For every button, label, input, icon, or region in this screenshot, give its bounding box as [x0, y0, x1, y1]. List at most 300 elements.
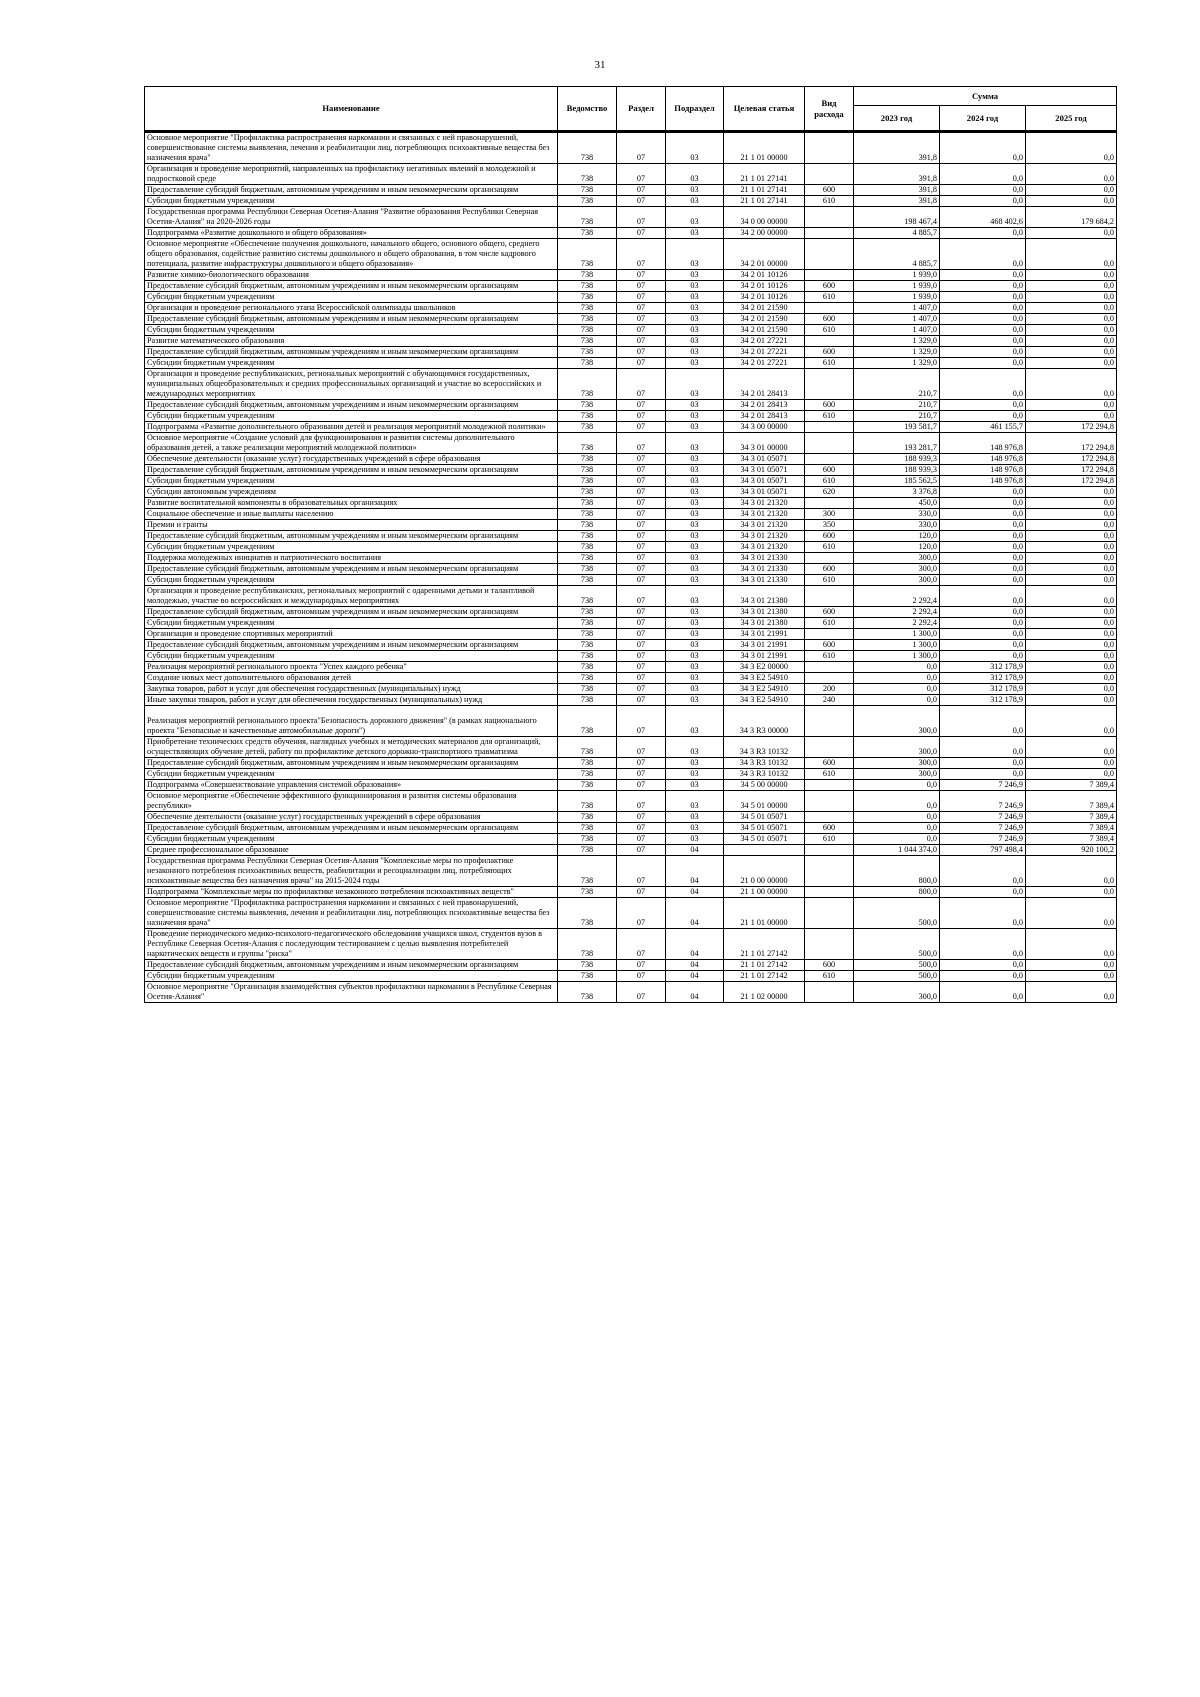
row-sum-2024: 0,0: [940, 586, 1026, 607]
row-sum-2024: 0,0: [940, 185, 1026, 196]
table-row: [145, 358, 1117, 369]
page-number: 31: [594, 59, 606, 71]
row-target-item: 34 3 01 21330: [724, 553, 805, 564]
table-row: [145, 640, 1117, 651]
row-sum-2025: 172 294,8: [1026, 465, 1117, 476]
row-section: 07: [617, 270, 666, 281]
row-sum-2025: 0,0: [1026, 695, 1117, 706]
row-subsection: 03: [666, 358, 724, 369]
row-sum-2024: 0,0: [940, 228, 1026, 239]
row-expense-type: 600: [805, 564, 854, 575]
row-department: 738: [558, 823, 617, 834]
row-name: Основное мероприятие "Профилактика распространения наркомании и связанных с ней правонарушений, совершенствование системы выявления, лечения и реабилитации лиц, потребляющих психоактивные вещества без назначения врача": [145, 898, 558, 929]
row-subsection: 03: [666, 769, 724, 780]
row-section: 07: [617, 281, 666, 292]
row-name: Государственная программа Республики Северная Осетия-Алания "Комплексные меры по профилактике незаконного потребления психоактивных веществ, реабилитации и ресоциализации лиц, потребляющих психоактивные вещества без назначения врача" на 2015-2024 годы: [145, 856, 558, 887]
row-sum-2023: 391,8: [854, 132, 940, 164]
row-name: Предоставление субсидий бюджетным, автономным учреждениям и иным некоммерческим организациям: [145, 607, 558, 618]
table-row: [145, 542, 1117, 553]
row-subsection: 03: [666, 270, 724, 281]
row-target-item: 21 1 01 27141: [724, 196, 805, 207]
row-name: Приобретение технических средств обучения, наглядных учебных и методических материалов для организаций, осуществляющих обучение детей, работу по профилактике детского дорожно-транспортного травматизма: [145, 737, 558, 758]
row-expense-type: [805, 982, 854, 1003]
row-name: Предоставление субсидий бюджетным, автономным учреждениям и иным некоммерческим организациям: [145, 400, 558, 411]
row-name: Субсидии бюджетным учреждениям: [145, 196, 558, 207]
row-sum-2024: 0,0: [940, 369, 1026, 400]
table-row: [145, 607, 1117, 618]
row-sum-2024: 0,0: [940, 531, 1026, 542]
row-name: Организация и проведение спортивных мероприятий: [145, 629, 558, 640]
row-department: 738: [558, 228, 617, 239]
row-target-item: 21 0 00 00000: [724, 856, 805, 887]
row-section: 07: [617, 411, 666, 422]
row-department: 738: [558, 270, 617, 281]
row-name: Подпрограмма «Развитие дополнительного образования детей и реализация мероприятий молодежной политики»: [145, 422, 558, 433]
row-department: 738: [558, 640, 617, 651]
row-department: 738: [558, 487, 617, 498]
row-subsection: 03: [666, 281, 724, 292]
row-sum-2024: 0,0: [940, 629, 1026, 640]
row-sum-2024: 0,0: [940, 314, 1026, 325]
row-target-item: 34 3 R3 10132: [724, 769, 805, 780]
row-sum-2025: 0,0: [1026, 369, 1117, 400]
header-target-item: Целевая статья: [724, 87, 805, 132]
table-row: [145, 575, 1117, 586]
row-sum-2023: 330,0: [854, 509, 940, 520]
row-sum-2023: 1 939,0: [854, 281, 940, 292]
row-section: 07: [617, 706, 666, 737]
row-section: 07: [617, 542, 666, 553]
row-sum-2024: 148 976,8: [940, 465, 1026, 476]
row-expense-type: 600: [805, 640, 854, 651]
row-expense-type: [805, 369, 854, 400]
row-sum-2023: 0,0: [854, 684, 940, 695]
row-department: 738: [558, 132, 617, 164]
row-sum-2023: 210,7: [854, 369, 940, 400]
row-sum-2025: 0,0: [1026, 347, 1117, 358]
row-expense-type: [805, 812, 854, 823]
row-expense-type: [805, 662, 854, 673]
row-sum-2023: 1 300,0: [854, 640, 940, 651]
row-subsection: 03: [666, 520, 724, 531]
row-section: 07: [617, 662, 666, 673]
row-sum-2025: 172 294,8: [1026, 422, 1117, 433]
row-subsection: 03: [666, 618, 724, 629]
row-sum-2023: 0,0: [854, 791, 940, 812]
row-department: 738: [558, 845, 617, 856]
row-sum-2025: 0,0: [1026, 982, 1117, 1003]
row-sum-2023: 0,0: [854, 673, 940, 684]
row-target-item: 34 2 01 28413: [724, 369, 805, 400]
table-row: [145, 929, 1117, 960]
row-expense-type: [805, 303, 854, 314]
row-sum-2024: 0,0: [940, 325, 1026, 336]
row-target-item: 34 3 R3 10132: [724, 737, 805, 758]
row-subsection: 04: [666, 856, 724, 887]
row-department: 738: [558, 303, 617, 314]
row-department: 738: [558, 207, 617, 228]
row-sum-2025: 0,0: [1026, 673, 1117, 684]
row-expense-type: [805, 207, 854, 228]
row-expense-type: 610: [805, 618, 854, 629]
row-subsection: 03: [666, 651, 724, 662]
row-sum-2024: 312 178,9: [940, 662, 1026, 673]
row-target-item: 34 3 01 21320: [724, 520, 805, 531]
row-department: 738: [558, 758, 617, 769]
row-department: 738: [558, 618, 617, 629]
row-expense-type: [805, 887, 854, 898]
row-target-item: 34 5 00 00000: [724, 780, 805, 791]
row-target-item: 34 2 01 28413: [724, 400, 805, 411]
row-sum-2024: 461 155,7: [940, 422, 1026, 433]
row-subsection: 03: [666, 239, 724, 270]
row-target-item: 34 3 01 21380: [724, 618, 805, 629]
row-section: 07: [617, 971, 666, 982]
row-target-item: 34 2 01 21590: [724, 325, 805, 336]
row-name: Субсидии бюджетным учреждениям: [145, 618, 558, 629]
row-sum-2024: 0,0: [940, 303, 1026, 314]
row-name: Предоставление субсидий бюджетным, автономным учреждениям и иным некоммерческим организациям: [145, 314, 558, 325]
row-subsection: 03: [666, 695, 724, 706]
row-name: Подпрограмма «Совершенствование управления системой образования»: [145, 780, 558, 791]
row-target-item: 34 2 01 27221: [724, 358, 805, 369]
row-section: 07: [617, 207, 666, 228]
row-target-item: 21 1 01 27141: [724, 185, 805, 196]
row-sum-2025: 0,0: [1026, 575, 1117, 586]
row-name: Предоставление субсидий бюджетным, автономным учреждениям и иным некоммерческим организациям: [145, 564, 558, 575]
row-section: 07: [617, 487, 666, 498]
row-expense-type: [805, 586, 854, 607]
row-sum-2025: 0,0: [1026, 586, 1117, 607]
row-target-item: 34 5 01 00000: [724, 791, 805, 812]
row-department: 738: [558, 684, 617, 695]
row-target-item: 34 5 01 05071: [724, 834, 805, 845]
row-section: 07: [617, 303, 666, 314]
row-name: Иные закупки товаров, работ и услуг для обеспечения государственных (муниципальных) нужд: [145, 695, 558, 706]
row-expense-type: 610: [805, 325, 854, 336]
row-sum-2023: 300,0: [854, 564, 940, 575]
row-subsection: 03: [666, 607, 724, 618]
row-sum-2024: 312 178,9: [940, 695, 1026, 706]
row-sum-2023: 300,0: [854, 769, 940, 780]
row-expense-type: [805, 856, 854, 887]
row-section: 07: [617, 476, 666, 487]
row-sum-2025: 0,0: [1026, 303, 1117, 314]
row-subsection: 03: [666, 185, 724, 196]
row-target-item: 34 3 E2 54910: [724, 695, 805, 706]
row-name: Субсидии бюджетным учреждениям: [145, 651, 558, 662]
row-sum-2024: 468 402,6: [940, 207, 1026, 228]
row-sum-2025: 0,0: [1026, 281, 1117, 292]
header-year-2023: 2023 год: [854, 106, 940, 132]
row-sum-2024: 0,0: [940, 520, 1026, 531]
row-name: Обеспечение деятельности (оказание услуг) государственных учреждений в сфере образования: [145, 454, 558, 465]
row-section: 07: [617, 845, 666, 856]
row-sum-2024: 0,0: [940, 487, 1026, 498]
row-department: 738: [558, 358, 617, 369]
row-section: 07: [617, 422, 666, 433]
row-section: 07: [617, 564, 666, 575]
table-row: [145, 856, 1117, 887]
row-department: 738: [558, 196, 617, 207]
row-target-item: 34 2 01 10126: [724, 281, 805, 292]
row-sum-2023: 1 407,0: [854, 303, 940, 314]
row-sum-2023: 198 467,4: [854, 207, 940, 228]
row-sum-2025: 0,0: [1026, 651, 1117, 662]
table-row: [145, 196, 1117, 207]
row-sum-2023: 193 581,7: [854, 422, 940, 433]
row-expense-type: 600: [805, 531, 854, 542]
row-section: 07: [617, 553, 666, 564]
row-subsection: 03: [666, 476, 724, 487]
row-sum-2024: 7 246,9: [940, 780, 1026, 791]
table-row: [145, 487, 1117, 498]
row-department: 738: [558, 400, 617, 411]
row-section: 07: [617, 400, 666, 411]
row-sum-2024: 148 976,8: [940, 454, 1026, 465]
row-sum-2023: 330,0: [854, 520, 940, 531]
table-row: [145, 845, 1117, 856]
row-name: Социальное обеспечение и иные выплаты населению: [145, 509, 558, 520]
row-sum-2024: 312 178,9: [940, 684, 1026, 695]
row-sum-2023: 188 939,3: [854, 465, 940, 476]
row-name: Основное мероприятие «Обеспечение эффективного функционирования и развития системы образования республики»: [145, 791, 558, 812]
row-sum-2024: 0,0: [940, 358, 1026, 369]
row-department: 738: [558, 629, 617, 640]
row-sum-2025: 0,0: [1026, 607, 1117, 618]
row-sum-2024: 7 246,9: [940, 791, 1026, 812]
row-section: 07: [617, 531, 666, 542]
row-department: 738: [558, 960, 617, 971]
row-subsection: 03: [666, 531, 724, 542]
row-department: 738: [558, 769, 617, 780]
row-sum-2024: 0,0: [940, 270, 1026, 281]
row-sum-2024: 312 178,9: [940, 673, 1026, 684]
row-expense-type: [805, 336, 854, 347]
row-sum-2024: 7 246,9: [940, 834, 1026, 845]
row-sum-2023: 391,8: [854, 164, 940, 185]
row-name: Субсидии бюджетным учреждениям: [145, 769, 558, 780]
row-name: Развитие математического образования: [145, 336, 558, 347]
row-target-item: 34 2 01 28413: [724, 411, 805, 422]
table-row: [145, 812, 1117, 823]
row-name: Субсидии бюджетным учреждениям: [145, 411, 558, 422]
row-sum-2023: 1 300,0: [854, 629, 940, 640]
row-subsection: 03: [666, 347, 724, 358]
table-row: [145, 662, 1117, 673]
row-expense-type: [805, 791, 854, 812]
row-sum-2024: 7 246,9: [940, 823, 1026, 834]
row-sum-2024: 0,0: [940, 239, 1026, 270]
row-expense-type: 610: [805, 411, 854, 422]
table-row: [145, 960, 1117, 971]
row-sum-2025: 7 389,4: [1026, 812, 1117, 823]
row-sum-2024: 0,0: [940, 856, 1026, 887]
table-row: [145, 564, 1117, 575]
row-target-item: 34 0 00 00000: [724, 207, 805, 228]
table-row: [145, 303, 1117, 314]
row-name: Реализация мероприятий регионального проекта"Безопасность дорожного движения" (в рамках национального проекта "Безопасные и качественные автомобильные дороги"): [145, 706, 558, 737]
row-sum-2023: 1 407,0: [854, 314, 940, 325]
row-sum-2023: 4 885,7: [854, 239, 940, 270]
row-section: 07: [617, 509, 666, 520]
row-department: 738: [558, 651, 617, 662]
row-expense-type: 200: [805, 684, 854, 695]
row-section: 07: [617, 898, 666, 929]
row-target-item: 34 3 01 21330: [724, 575, 805, 586]
row-subsection: 03: [666, 207, 724, 228]
row-sum-2024: 0,0: [940, 498, 1026, 509]
row-expense-type: 620: [805, 487, 854, 498]
row-expense-type: 610: [805, 542, 854, 553]
row-target-item: 21 1 01 27141: [724, 164, 805, 185]
row-section: 07: [617, 618, 666, 629]
row-department: 738: [558, 542, 617, 553]
row-target-item: 21 1 01 00000: [724, 132, 805, 164]
row-expense-type: [805, 898, 854, 929]
row-section: 07: [617, 769, 666, 780]
row-sum-2024: 0,0: [940, 607, 1026, 618]
row-section: 07: [617, 758, 666, 769]
row-name: Обеспечение деятельности (оказание услуг) государственных учреждений в сфере образования: [145, 812, 558, 823]
table-row: [145, 498, 1117, 509]
row-sum-2025: 0,0: [1026, 769, 1117, 780]
row-sum-2025: 0,0: [1026, 640, 1117, 651]
row-department: 738: [558, 292, 617, 303]
row-name: Субсидии бюджетным учреждениям: [145, 971, 558, 982]
row-name: Реализация мероприятий регионального проекта "Успех каждого ребенка": [145, 662, 558, 673]
row-department: 738: [558, 185, 617, 196]
row-sum-2024: 148 976,8: [940, 476, 1026, 487]
table-row: [145, 695, 1117, 706]
row-sum-2025: 0,0: [1026, 185, 1117, 196]
row-department: 738: [558, 422, 617, 433]
row-target-item: 21 1 01 00000: [724, 898, 805, 929]
row-sum-2023: 300,0: [854, 737, 940, 758]
row-sum-2025: 0,0: [1026, 662, 1117, 673]
row-sum-2023: 1 300,0: [854, 651, 940, 662]
row-name: Предоставление субсидий бюджетным, автономным учреждениям и иным некоммерческим организациям: [145, 640, 558, 651]
row-subsection: 03: [666, 487, 724, 498]
row-sum-2025: 7 389,4: [1026, 791, 1117, 812]
row-section: 07: [617, 673, 666, 684]
row-name: Основное мероприятие "Организация взаимодействия субъектов профилактики наркомании в Республике Северная Осетия-Алания": [145, 982, 558, 1003]
row-expense-type: 610: [805, 971, 854, 982]
row-subsection: 03: [666, 684, 724, 695]
row-subsection: 04: [666, 971, 724, 982]
table-row: [145, 239, 1117, 270]
row-subsection: 03: [666, 629, 724, 640]
table-row: [145, 270, 1117, 281]
row-department: 738: [558, 433, 617, 454]
row-sum-2023: 1 329,0: [854, 358, 940, 369]
row-sum-2025: 0,0: [1026, 336, 1117, 347]
row-expense-type: 600: [805, 758, 854, 769]
row-subsection: 03: [666, 303, 724, 314]
row-section: 07: [617, 433, 666, 454]
row-sum-2025: 0,0: [1026, 553, 1117, 564]
row-sum-2025: 172 294,8: [1026, 476, 1117, 487]
row-department: 738: [558, 982, 617, 1003]
header-sum: Сумма: [854, 87, 1117, 106]
row-department: 738: [558, 834, 617, 845]
row-section: 07: [617, 737, 666, 758]
row-section: 07: [617, 586, 666, 607]
row-department: 738: [558, 314, 617, 325]
row-sum-2024: 0,0: [940, 887, 1026, 898]
row-expense-type: [805, 270, 854, 281]
row-target-item: 21 1 01 27142: [724, 971, 805, 982]
row-subsection: 03: [666, 292, 724, 303]
row-sum-2023: 500,0: [854, 960, 940, 971]
row-expense-type: [805, 164, 854, 185]
row-sum-2025: 0,0: [1026, 509, 1117, 520]
row-sum-2023: 1 939,0: [854, 270, 940, 281]
row-sum-2023: 300,0: [854, 706, 940, 737]
table-row: [145, 369, 1117, 400]
row-section: 07: [617, 520, 666, 531]
table-row: [145, 433, 1117, 454]
table-row: [145, 673, 1117, 684]
row-section: 07: [617, 684, 666, 695]
row-name: Субсидии бюджетным учреждениям: [145, 476, 558, 487]
row-target-item: 34 2 01 27221: [724, 336, 805, 347]
row-subsection: 03: [666, 498, 724, 509]
row-name: Организация и проведение регионального этапа Всероссийской олимпиады школьников: [145, 303, 558, 314]
row-section: 07: [617, 336, 666, 347]
row-section: 07: [617, 629, 666, 640]
row-sum-2024: 0,0: [940, 509, 1026, 520]
row-department: 738: [558, 520, 617, 531]
table-row: [145, 823, 1117, 834]
row-subsection: 03: [666, 673, 724, 684]
row-department: 738: [558, 454, 617, 465]
row-sum-2023: 0,0: [854, 834, 940, 845]
row-sum-2023: 800,0: [854, 856, 940, 887]
row-expense-type: [805, 629, 854, 640]
row-expense-type: [805, 737, 854, 758]
row-subsection: 03: [666, 314, 724, 325]
row-expense-type: 610: [805, 358, 854, 369]
row-sum-2025: 0,0: [1026, 487, 1117, 498]
row-sum-2024: 0,0: [940, 553, 1026, 564]
row-expense-type: 300: [805, 509, 854, 520]
row-target-item: 34 3 01 05071: [724, 454, 805, 465]
row-name: Субсидии бюджетным учреждениям: [145, 358, 558, 369]
row-sum-2024: 0,0: [940, 336, 1026, 347]
row-sum-2023: 0,0: [854, 812, 940, 823]
row-sum-2023: 1 329,0: [854, 336, 940, 347]
row-expense-type: 600: [805, 347, 854, 358]
row-sum-2024: 0,0: [940, 564, 1026, 575]
table-row: [145, 684, 1117, 695]
row-target-item: [724, 845, 805, 856]
row-sum-2024: 0,0: [940, 758, 1026, 769]
row-sum-2025: 920 100,2: [1026, 845, 1117, 856]
row-department: 738: [558, 369, 617, 400]
row-expense-type: 600: [805, 400, 854, 411]
table-row: [145, 185, 1117, 196]
row-sum-2024: 0,0: [940, 737, 1026, 758]
row-name: Субсидии бюджетным учреждениям: [145, 542, 558, 553]
row-sum-2024: 0,0: [940, 292, 1026, 303]
table-row: [145, 465, 1117, 476]
row-section: 07: [617, 465, 666, 476]
row-section: 07: [617, 347, 666, 358]
row-name: Предоставление субсидий бюджетным, автономным учреждениям и иным некоммерческим организациям: [145, 347, 558, 358]
row-target-item: 34 3 01 21330: [724, 564, 805, 575]
row-name: Премии и гранты: [145, 520, 558, 531]
